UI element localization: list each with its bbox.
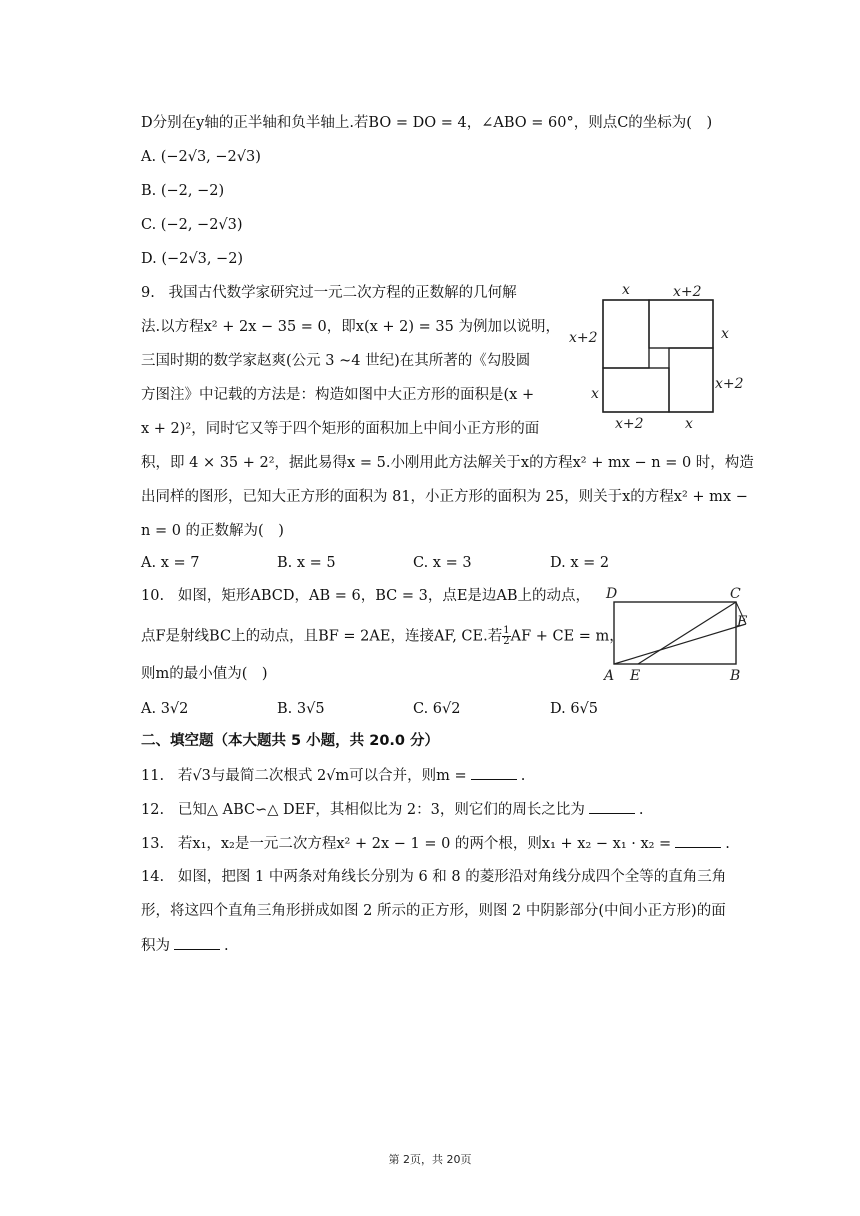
- q10-option-a: A. 3√2: [141, 701, 189, 717]
- q10-option-c: C. 6√2: [413, 701, 461, 717]
- segment-af: [614, 624, 746, 664]
- segment-ce: [638, 602, 736, 664]
- q10-number: 10.: [141, 588, 165, 604]
- q11-answer-blank: [471, 765, 517, 780]
- q14-line-1: [141, 867, 726, 887]
- q10-figure: [600, 584, 760, 684]
- q10-text-1: 如图，矩形ABCD，AB = 6，BC = 3，点E是边AB上的动点，: [177, 588, 591, 604]
- q9-line-4: 方图注》中记载的方法是：构造如图中大正方形的面积是(x +: [141, 387, 535, 403]
- label-E: E: [630, 668, 641, 684]
- q9-option-d: D. x = 2: [550, 555, 610, 571]
- q11-text: 若√3与最简二次根式 2√m可以合并，则m =: [177, 768, 467, 784]
- q8-option-c: C. (−2, −2√3): [141, 217, 243, 233]
- q8-option-a: A. (−2√3, −2√3): [141, 149, 261, 165]
- q14-end: .: [224, 938, 229, 954]
- q13: [141, 833, 730, 854]
- label-right-bottom: x+2: [715, 376, 744, 392]
- q13-end: .: [725, 836, 730, 852]
- q9-number: 9.: [141, 285, 155, 301]
- q10-line-1: [141, 586, 590, 606]
- rect-top-left: [603, 300, 649, 368]
- q10-line-3: 则m的最小值为( ): [141, 666, 268, 682]
- q12: [141, 799, 644, 820]
- label-D: D: [606, 586, 618, 602]
- q13-number: 13.: [141, 836, 165, 852]
- fraction-denominator: 2: [503, 636, 510, 647]
- rect-bottom-right: [669, 348, 713, 412]
- q11: [141, 765, 525, 786]
- q14-answer-blank: [174, 935, 220, 950]
- q10-line-2: [141, 626, 624, 647]
- q12-text: 已知△ ABC∽△ DEF，其相似比为 2：3，则它们的周长之比为: [177, 802, 585, 818]
- q11-number: 11.: [141, 768, 165, 784]
- q12-number: 12.: [141, 802, 165, 818]
- q14-number: 14.: [141, 869, 165, 885]
- q10-text-2: 点F是射线BC上的动点，且BF = 2AE，连接AF, CE.若: [141, 628, 503, 645]
- q9-figure: [565, 280, 755, 435]
- q9-option-a: A. x = 7: [141, 555, 200, 571]
- label-A: A: [604, 668, 615, 684]
- rect-top-right: [649, 300, 713, 348]
- q9-line-1: [141, 283, 517, 303]
- fraction-numerator: 1: [503, 625, 510, 636]
- label-B: B: [730, 668, 741, 684]
- q14-line-2: 形，将这四个直角三角形拼成如图 2 所示的正方形，则图 2 中阴影部分(中间小正方形)的面: [141, 903, 726, 919]
- q9-line-6: 积，即 4 × 35 + 2²，据此易得x = 5.小刚用此方法解关于x的方程x² + mx − n = 0 时，构造: [141, 455, 754, 471]
- label-left-top: x+2: [569, 330, 598, 346]
- q9-line-2: 法.以方程x² + 2x − 35 = 0，即x(x + 2) = 35 为例加以说明，: [141, 319, 560, 335]
- q14-line-3: [141, 935, 229, 956]
- q13-answer-blank: [675, 833, 721, 848]
- q8-option-d: D. (−2√3, −2): [141, 251, 244, 267]
- label-left-bottom: x: [591, 386, 599, 402]
- label-bottom-right: x: [685, 416, 693, 432]
- q10-option-b: B. 3√5: [277, 701, 325, 717]
- label-bottom-left: x+2: [615, 416, 644, 432]
- q9-option-b: B. x = 5: [277, 555, 336, 571]
- label-right-top: x: [721, 326, 729, 342]
- q11-end: .: [520, 768, 526, 784]
- q10-text-2b: AF + CE = m，: [510, 628, 624, 645]
- outer-square: [603, 300, 713, 412]
- q9-line-3: 三国时期的数学家赵爽(公元 3 ~4 世纪)在其所著的《勾股圆: [141, 353, 531, 369]
- q13-text: 若x₁，x₂是一元二次方程x² + 2x − 1 = 0 的两个根，则x₁ + x₂ − x₁ · x₂ =: [177, 836, 672, 852]
- q14-text-3: 积为: [141, 938, 170, 954]
- label-C: C: [730, 586, 741, 602]
- label-F: F: [737, 614, 747, 630]
- q9-text-1: 我国古代数学家研究过一元二次方程的正数解的几何解: [168, 285, 517, 301]
- q9-line-7: 出同样的图形，已知大正方形的面积为 81，小正方形的面积为 25，则关于x的方程x² + mx −: [141, 489, 748, 505]
- q10-option-d: D. 6√5: [550, 701, 599, 717]
- q8-tail: D分别在y轴的正半轴和负半轴上.若BO = DO = 4，∠ABO = 60°，则点C的坐标为( ): [141, 115, 713, 131]
- q9-line-8: n = 0 的正数解为( ): [141, 523, 284, 539]
- label-top-left: x: [622, 282, 630, 298]
- q12-answer-blank: [589, 799, 635, 814]
- q9-line-5: x + 2)²，同时它又等于四个矩形的面积加上中间小正方形的面: [141, 421, 540, 437]
- section-heading-fill-in: 二、填空题（本大题共 5 小题，共 20.0 分）: [141, 733, 440, 749]
- q10-fraction: [502, 626, 510, 647]
- label-top-right: x+2: [673, 284, 702, 300]
- rect-bottom-left: [603, 368, 669, 412]
- page-footer: 第 2页，共 20页: [388, 1153, 472, 1166]
- q9-option-c: C. x = 3: [413, 555, 472, 571]
- q8-option-b: B. (−2, −2): [141, 183, 225, 199]
- q12-end: .: [638, 802, 644, 818]
- q14-text-1: 如图，把图 1 中两条对角线长分别为 6 和 8 的菱形沿对角线分成四个全等的直角三角: [177, 869, 727, 885]
